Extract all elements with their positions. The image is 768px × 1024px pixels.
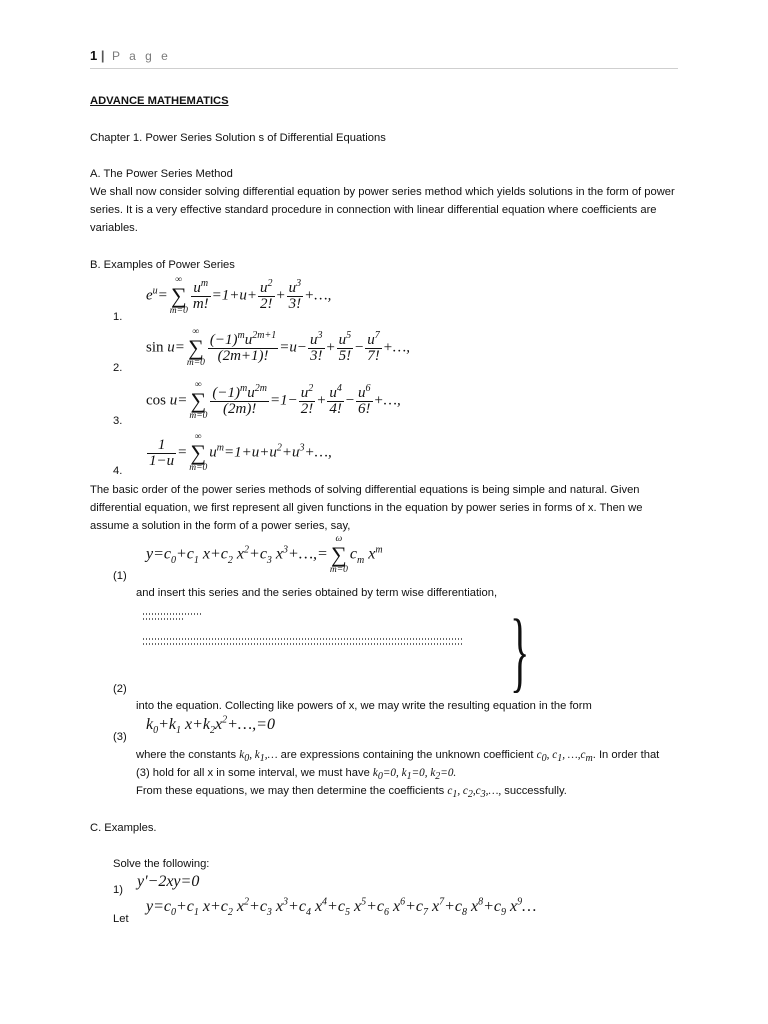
- page-separator: |: [100, 48, 105, 63]
- series-geometric: $\frac{1}{1-u}$ = ∞ ∑ m=0 $u^m=1+u+u^2+u^3+\dots$,: [149, 432, 332, 473]
- page-label: P a g e: [112, 49, 171, 63]
- equation-3: $k_0+k_1$ $x+k_2x^2+\dots,=0$: [146, 714, 275, 737]
- series-sin: sin u= ∞ ∑ m=0 $\frac{(-1)^mu^{2m+1}}{(2m+1)!}$ =u− $\frac{u^3}{3!}$ + $\frac{u^5}{5!}$ − $\frac{u^7}{7!}$ +…,: [146, 327, 410, 368]
- example-label-3: 3.: [113, 415, 123, 427]
- section-a-heading: A. The Power Series Method: [90, 168, 233, 180]
- item-1-label: 1): [113, 884, 123, 896]
- equation-label-3: (3): [113, 731, 127, 743]
- into-text: into the equation. Collecting like powers of x, we may write the resulting equation in the form: [136, 700, 592, 712]
- series-cos: cos u= ∞ ∑ m=0 $\frac{(-1)^mu^{2m}}{(2m)!}$ =1− $\frac{u^2}{2!}$ + $\frac{u^4}{4!}$ − $\frac{u^6}{6!}$ +…,: [146, 380, 401, 421]
- power-series-expansion: $y=c_0+c_1$ $x+c_2$ $x^2+c_3$ $x^3+c_4$ $x^4+c_5$ $x^5+c_6$ $x^6+c_7$ $x^7+c_8$ $x^8+c_9$ $x^9\dots$: [146, 896, 537, 919]
- basic-order-paragraph: The basic order of the power series methods of solving differential equations is being simple and natural. Given differential equation, we first represent all given functions in the equation by power series in forms of x. Then we assume a solution in the form of a power series, say,: [90, 484, 643, 532]
- from-text-end: successfully.: [501, 785, 567, 797]
- from-text-start: From these equations, we may then determine the coefficients: [136, 785, 448, 797]
- where-text-start: where the constants: [136, 749, 240, 761]
- example-label-1: 1.: [113, 311, 123, 323]
- solve-heading: Solve the following:: [113, 858, 210, 870]
- equation-2-garbled: [143, 610, 473, 670]
- example-label-4: 4.: [113, 465, 123, 477]
- where-line: where the constants $k_0$, $k_1,\dots$ are expressions containing the unknown coefficient $c_0$, $c_1$, $\dots,c_m$. In order that: [136, 749, 660, 765]
- hold-line: (3) hold for all x in some interval, we must have $k_0=0$, $k_1=0$, $k_2=0$.: [136, 767, 457, 783]
- document-title: ADVANCE MATHEMATICS: [90, 95, 229, 107]
- let-label: Let: [113, 913, 129, 925]
- example-label-2: 2.: [113, 362, 123, 374]
- chapter-heading: Chapter 1. Power Series Solution s of Differential Equations: [90, 132, 386, 144]
- right-brace: }: [510, 602, 530, 701]
- section-a-paragraph: We shall now consider solving differential equation by power series method which yields solutions in the form of power series. It is a very effective standard procedure in connection with linear differential equation where coefficients are variables.: [90, 186, 675, 234]
- section-c-heading: C. Examples.: [90, 822, 157, 834]
- header-divider: [90, 68, 678, 69]
- from-line: From these equations, we may then determine the coefficients $c_1$, $c_2,c_3,\dots$, successfully.: [136, 785, 567, 801]
- page-number: [90, 48, 105, 63]
- equation-1: $y=c_0+c_1$ $x+c_2$ $x^2+c_3$ $x^3+\dots,=$ ω ∑ m=0 $c_m$ $x^m$: [146, 534, 383, 575]
- equation-label-1: (1): [113, 570, 127, 582]
- series-exp: $e^u=$ ∞ ∑ m=0 $\frac{u^m}{m!}$ =1+u+ $\frac{u^2}{2!}$ + $\frac{u^3}{3!}$ +…,: [146, 275, 332, 316]
- ode-equation: y'−2xy=0: [137, 873, 200, 890]
- equation-label-2: (2): [113, 683, 127, 695]
- hold-text: (3) hold for all x in some interval, we must have: [136, 767, 373, 779]
- insert-text: and insert this series and the series obtained by term wise differentiation,: [136, 587, 498, 599]
- section-b-heading: B. Examples of Power Series: [90, 259, 235, 271]
- where-text-mid: are expressions containing the unknown coefficient: [277, 749, 537, 761]
- where-text-end: . In order that: [592, 749, 660, 761]
- page-number-value: 1: [90, 48, 98, 63]
